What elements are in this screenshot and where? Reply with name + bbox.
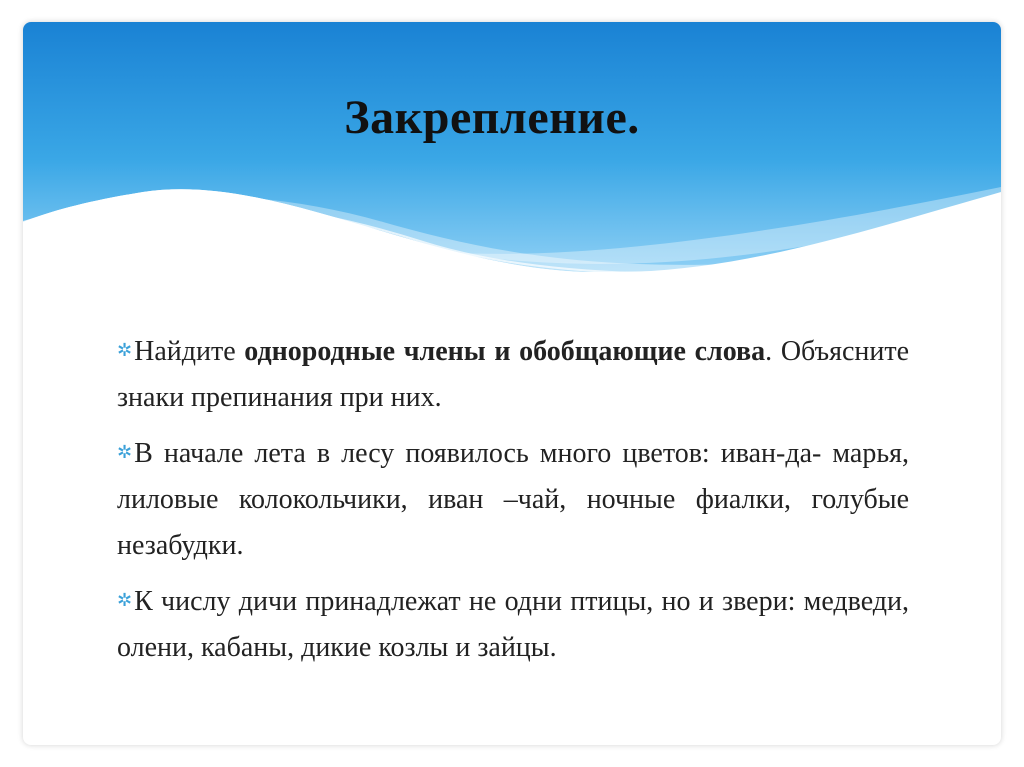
paragraph-text: К числу дичи принадлежат не одни птицы, но и звери: медведи, олени, кабаны, дикие козлы и зайцы. [117, 586, 909, 663]
paragraph-task [117, 327, 909, 421]
paragraph-example-1 [117, 429, 909, 569]
bullet-icon: ✲ [117, 442, 133, 462]
paragraph-text-before: Найдите [134, 336, 245, 367]
bullet-icon: ✲ [117, 590, 133, 610]
paragraph-text: В начале лета в лесу появилось много цветов: иван-да- марья, лиловые колокольчики, иван –чай, ночные фиалки, голубые незабудки. [117, 438, 909, 561]
bullet-icon: ✲ [117, 340, 133, 360]
header-wave-background [23, 22, 1001, 312]
paragraph-example-2 [117, 577, 909, 671]
paragraph-text-bold: однородные члены и обобщающие слова [244, 336, 766, 367]
paragraph-text-after: . Объясните знаки препинания при них. [117, 336, 910, 413]
slide-body [117, 327, 909, 679]
slide-title: Закрепление. [344, 91, 640, 144]
slide [23, 22, 1001, 745]
